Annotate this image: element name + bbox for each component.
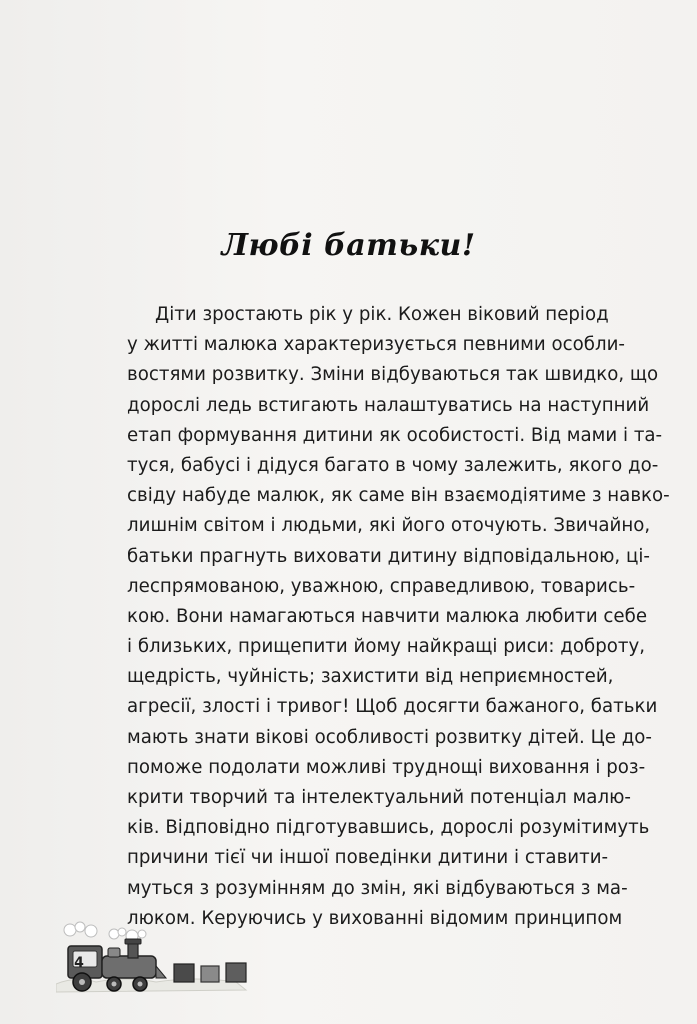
page-title: Любі батьки! xyxy=(221,228,476,263)
text-line: крити творчий та інтелектуальний потенціал малю- xyxy=(127,787,631,808)
text-line: люком. Керуючись у вихованні відомим принципом xyxy=(127,907,623,929)
text-line: агресії, злості і тривог! Щоб досягти бажаного, батьки xyxy=(127,696,658,718)
body-paragraph xyxy=(127,300,670,934)
text-line: свіду набуде малюк, як саме він взаємодіятиме з навко- xyxy=(127,485,670,507)
page-number: 4 xyxy=(74,955,84,971)
text-line: кою. Вони намагаються навчити малюка любити себе xyxy=(127,605,648,627)
text-line: леспрямованою, уважною, справедливою, товарись- xyxy=(127,575,636,597)
text-line: поможе подолати можливі труднощі виховання і роз- xyxy=(127,756,646,778)
text-line: і близьких, прищепити йому найкращі риси: доброту, xyxy=(127,636,646,658)
text-line: мають знати вікові особливості розвитку дітей. Це до- xyxy=(127,726,652,748)
text-line: ків. Відповідно підготувавшись, дорослі розумітимуть xyxy=(127,817,650,839)
text-line: причини тієї чи іншої поведінки дитини і ставити- xyxy=(127,847,609,869)
text-line: етап формування дитини як особистості. Від мами і та- xyxy=(127,424,663,446)
text-line: лишнім світом і людьми, які його оточують. Звичайно, xyxy=(127,515,651,537)
text-line: щедрість, чуйність; захистити від неприємностей, xyxy=(127,666,614,688)
text-line: батьки прагнуть виховати дитину відповідальною, ці- xyxy=(127,545,650,567)
text-line: туся, бабусі і дідуся багато в чому залежить, якого до- xyxy=(127,454,659,476)
text-line: Діти зростають рік у рік. Кожен віковий період xyxy=(155,304,609,325)
text-line: у житті малюка характеризується певними особли- xyxy=(127,334,625,356)
text-line: муться з розумінням до змін, які відбуваються з ма- xyxy=(127,877,628,899)
toy-blocks-icon xyxy=(174,963,246,982)
text-line: дорослі ледь встигають налаштуватись на наступний xyxy=(127,394,650,416)
text-line: востями розвитку. Зміни відбуваються так швидко, що xyxy=(127,364,659,386)
